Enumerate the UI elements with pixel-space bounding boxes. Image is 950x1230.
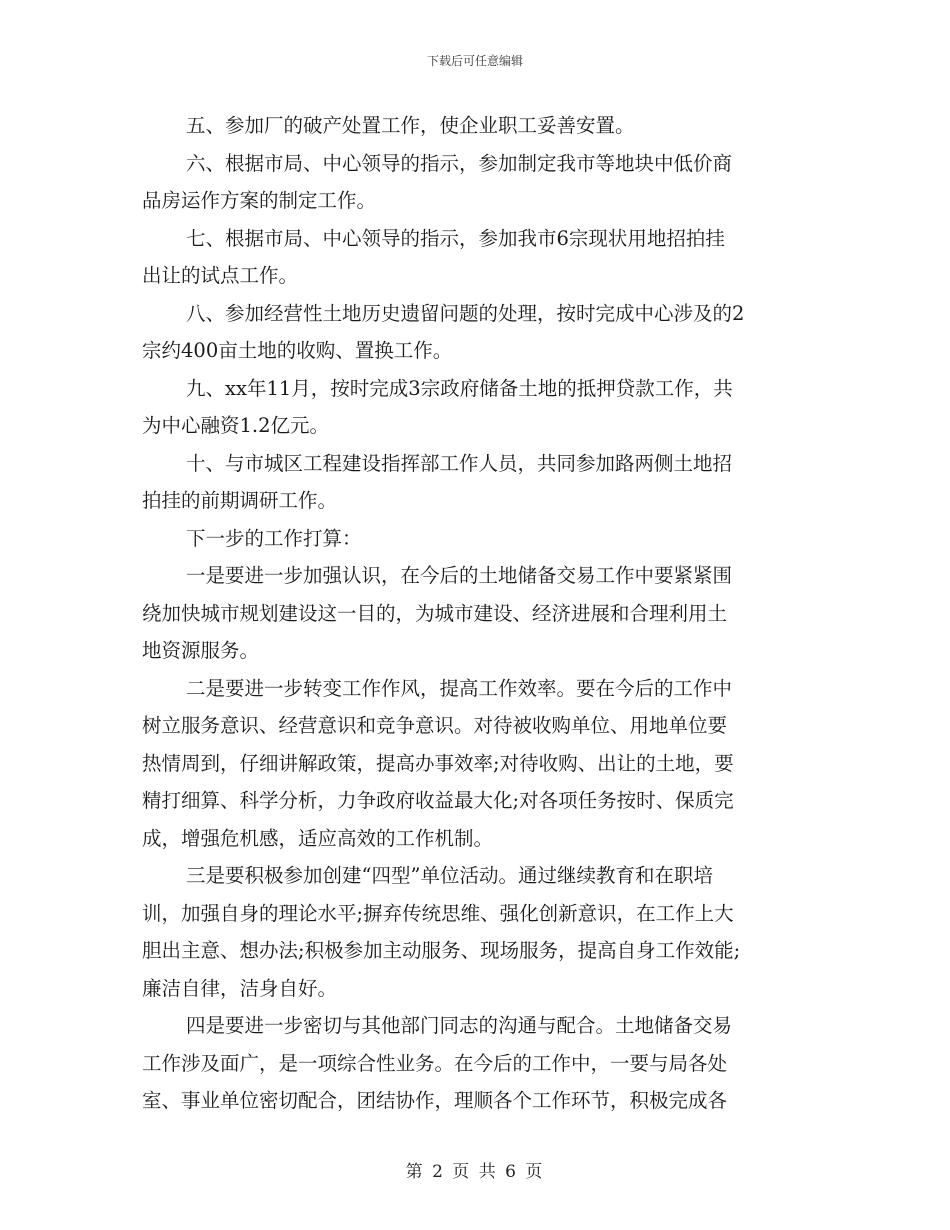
paragraph-8 [142, 295, 810, 370]
page-header: 下载后可任意编辑 [426, 54, 523, 68]
text-line: 室、事业单位密切配合，团结协作，理顺各个工作环节，积极完成各 [142, 1089, 728, 1112]
text-line: 二是要进一步转变工作作风，提高工作效率。要在今后的工作中 [186, 676, 733, 700]
text-line: 出让的试点工作。 [142, 264, 299, 287]
text-line: 胆出主意、想办法;积极参加主动服务、现场服务，提高自身工作效能; [142, 939, 741, 962]
section-heading-next-steps [142, 520, 810, 558]
text-line: 四是要进一步密切与其他部门同志的沟通与配合。土地储备交易 [186, 1014, 733, 1037]
document-body [142, 107, 810, 1120]
text-line: 宗约400亩土地的收购、置换工作。 [142, 339, 453, 362]
text-line: 十、与市城区工程建设指挥部工作人员，共同参加路两侧土地招 [186, 451, 733, 475]
paragraph-10 [142, 445, 810, 520]
text-line: 廉洁自律，洁身自好。 [142, 976, 338, 1000]
text-line: 拍挂的前期调研工作。 [142, 489, 338, 512]
paragraph-5 [142, 107, 810, 145]
plan-item-2 [142, 670, 810, 858]
plan-item-1 [142, 557, 810, 670]
plan-item-4 [142, 1007, 810, 1120]
text-line: 绕加快城市规划建设这一目的，为城市建设、经济进展和合理利用土 [142, 601, 728, 625]
text-line: 下一步的工作打算： [186, 526, 362, 550]
text-line: 五、参加厂的破产处置工作，使企业职工妥善安置。 [186, 114, 635, 137]
text-line: 为中心融资1.2亿元。 [142, 414, 330, 437]
text-line: 工作涉及面广，是一项综合性业务。在今后的工作中，一要与局各处 [142, 1051, 728, 1075]
paragraph-9 [142, 370, 810, 445]
paragraph-6 [142, 145, 810, 220]
plan-item-3 [142, 857, 810, 1007]
text-line: 精打细算、科学分析，力争政府收益最大化;对各项任务按时、保质完 [142, 789, 734, 812]
text-line: 训，加强自身的理论水平;摒弃传统思维、强化创新意识，在工作上大 [142, 901, 734, 925]
text-line: 七、根据市局、中心领导的指示，参加我市6宗现状用地招拍挂 [186, 226, 725, 250]
text-line: 成，增强危机感，适应高效的工作机制。 [142, 826, 494, 850]
text-line: 品房运作方案的制定工作。 [142, 189, 377, 212]
text-line: 地资源服务。 [142, 639, 260, 662]
paragraph-7 [142, 220, 810, 295]
text-line: 九、xx年11月，按时完成3宗政府储备土地的抵押贷款工作，共 [186, 376, 733, 400]
text-line: 一是要进一步加强认识，在今后的土地储备交易工作中要紧紧围 [186, 564, 733, 587]
page-footer: 第 2 页 共 6 页 [405, 1162, 545, 1182]
text-line: 六、根据市局、中心领导的指示，参加制定我市等地块中低价商 [186, 151, 733, 175]
text-line: 热情周到，仔细讲解政策，提高办事效率;对待收购、出让的土地，要 [142, 751, 734, 775]
text-line: 树立服务意识、经营意识和竞争意识。对待被收购单位、用地单位要 [142, 714, 728, 737]
text-line: 三是要积极参加创建“四型”单位活动。通过继续教育和在职培 [186, 864, 713, 887]
text-line: 八、参加经营性土地历史遗留问题的处理，按时完成中心涉及的2 [186, 301, 745, 325]
